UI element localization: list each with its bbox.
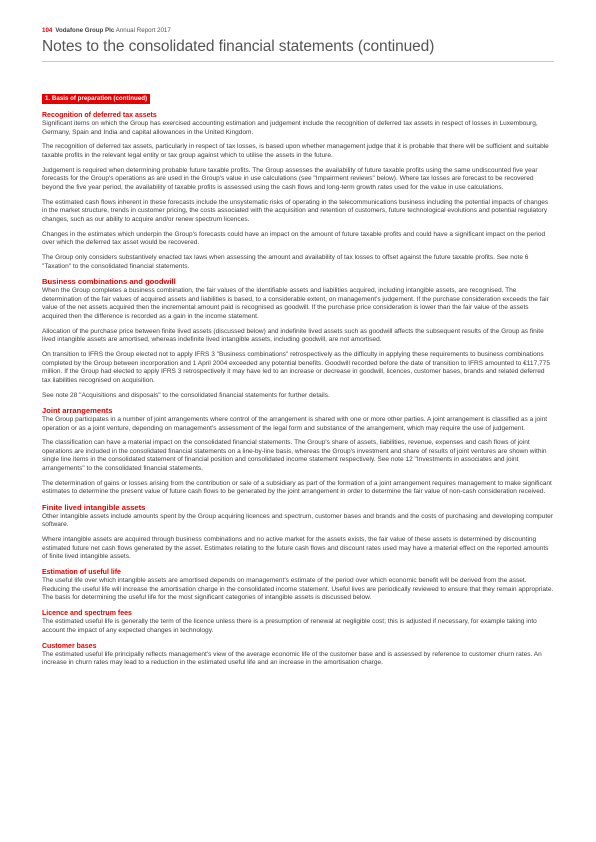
note-content: [42, 94, 554, 674]
paragraph: Judgement is required when determining probable future taxable profits. The Group assesses the availability of future taxable profits using the same undiscounted five year forecasts for the Group's operations as are used in the Group's value in use calculations (see "Impairment reviews" below). Where tax losses are forecast to be recovered beyond the five year period, the availability of taxable profits is assessed using the cash flows and long-term growth rates used for the value in use calculations.: [42, 166, 538, 191]
paragraph: The estimated useful life principally reflects management's view of the average economic life of the customer base and is assessed by reference to customer churn rates. An increase in churn rates may lead to a reduction in the estimated useful life and an increase in the amortisation charge.: [42, 650, 542, 667]
paragraph: The Group participates in a number of joint arrangements where control of the arrangement is shared with one or more other parties. A joint arrangement is classified as a joint operation or as a joint venture, depending on management's assessment of the legal form and substance of the arrangement, which may require the use of judgement.: [42, 415, 548, 432]
company-name: Vodafone Group Plc: [55, 27, 115, 34]
paragraph: Changes in the estimates which underpin the Group's forecasts could have an impact on the amount of future taxable profits and could have a significant impact on the period over which the deferred tax asset would be recovered.: [42, 230, 546, 247]
page-header: [42, 27, 171, 34]
paragraph: Where intangible assets are acquired through business combinations and no active market for the assets exists, the fair value of these assets is determined by discounting estimated future net cash flows generated by the asset. Estimates relating to the future cash flows and discount rates used may have a material effect on the reported amounts of finite lived intangible assets.: [42, 536, 549, 561]
section-badge: 1. Basis of preparation (continued): [42, 94, 150, 104]
section-heading: Joint arrangements: [42, 406, 113, 416]
note-body: [42, 111, 554, 668]
paragraph: The useful life over which intangible assets are amortised depends on management's estimate of the period over which economic benefit will be derived from the asset. Reducing the useful life will increase the amortisation charge in the consolidated income statement. Useful lives are periodically reviewed to ensure that they remain appropriate. The basis for determining the useful life for the most significant categories of intangible assets is discussed below.: [42, 577, 554, 602]
subsection-heading: Licence and spectrum fees: [42, 610, 132, 618]
subsection-heading: Recognition of deferred tax assets: [42, 112, 157, 119]
paragraph: The classification can have a material impact on the consolidated financial statements. The Group's share of assets, liabilities, revenue, expenses and cash flows of joint operations are included in the consolidated financial statements on a line-by-line basis, whereas the Group's investment and share of results of joint ventures are shown within single line items in the consolidated statement of financial position and consolidated income statement respectively. See note 12 "Investments in associates and joint arrangements" to the consolidated financial statements.: [42, 439, 547, 473]
subsection-heading: Estimation of useful life: [42, 569, 121, 577]
paragraph: See note 28 "Acquisitions and disposals" to the consolidated financial statements for further details.: [42, 391, 330, 399]
paragraph: Significant items on which the Group has exercised accounting estimation and judgement include the recognition of deferred tax assets in respect of losses in Luxembourg, Germany, Spain and India and capital allowances in the United Kingdom.: [42, 120, 538, 136]
paragraph: The recognition of deferred tax assets, particularly in respect of tax losses, is based upon whether management judge that it is probable that there will be sufficient and suitable taxable profits in the relevant legal entity or tax group against which to utilise the assets in the future.: [42, 143, 549, 159]
page-title: Notes to the consolidated financial statements (continued): [42, 38, 435, 55]
paragraph: Other intangible assets include amounts spent by the Group acquiring licences and spectrum, customer bases and brands and the costs of purchasing and developing computer software.: [42, 512, 553, 529]
page-number: 104: [42, 27, 53, 34]
report-name: Annual Report 2017: [115, 27, 171, 34]
paragraph: The estimated useful life is generally the term of the licence unless there is a presumption of renewal at negligible cost; this is adjusted if necessary, for example taking into account the impact of any expected changes in technology.: [42, 618, 537, 634]
paragraph: The determination of gains or losses arising from the contribution or sale of a subsidiary as part of the formation of a joint arrangement requires management to make significant estimates to determine the present value of future cash flows to be generated by the joint arrangement in order to determine the fair value of non-cash consideration received.: [42, 479, 552, 496]
paragraph: Allocation of the purchase price between finite lived assets (discussed below) and indefinite lived assets such as goodwill affects the subsequent results of the Group as finite lived intangible assets are amortised, whereas indefinite lived intangible assets, including goodwill, are not amortised.: [42, 327, 544, 344]
paragraph: When the Group completes a business combination, the fair values of the identifiable assets and liabilities acquired, including intangible assets, are recognised. The determination of the fair values of acquired assets and liabilities is based, to a considerable extent, on management's judgement. If the purchase consideration exceeds the fair value of the net assets acquired then the incremental amount paid is recognised as goodwill. If the purchase price consideration is lower than the fair value of the assets acquired then the difference is recorded as a gain in the income statement.: [42, 287, 549, 320]
paragraph: The Group only considers substantively enacted tax laws when assessing the amount and availability of tax losses to offset against the future taxable profits. See note 6 "Taxation" to the consolidated financial statements.: [42, 254, 529, 270]
paragraph: The estimated cash flows inherent in these forecasts include the unsystematic risks of operating in the telecommunications business including the potential impacts of changes in the market structure, trends in customer pricing, the costs associated with the acquisition and retention of customers, future technological evolutions and potential regulatory changes, such as our ability to acquire and/or renew spectrum licences.: [42, 198, 549, 223]
section-heading: Business combinations and goodwill: [42, 277, 176, 287]
section-heading: Finite lived intangible assets: [42, 503, 146, 513]
paragraph: On transition to IFRS the Group elected not to apply IFRS 3 "Business combinations" retrospectively as the difficulty in applying these requirements to business combinations completed by the Group between incorporation and 1 April 2004 exceeded any potential benefits. Goodwill recorded before the date of transition to IFRS amounted to €117,775 million. If the Group had elected to apply IFRS 3 retrospectively it may have led to an increase or decrease in goodwill, licences, customer bases, brands and related deferred tax liabilities recognised on acquisition.: [42, 350, 550, 384]
title-divider: [42, 61, 554, 62]
subsection-heading: Customer bases: [42, 642, 97, 650]
